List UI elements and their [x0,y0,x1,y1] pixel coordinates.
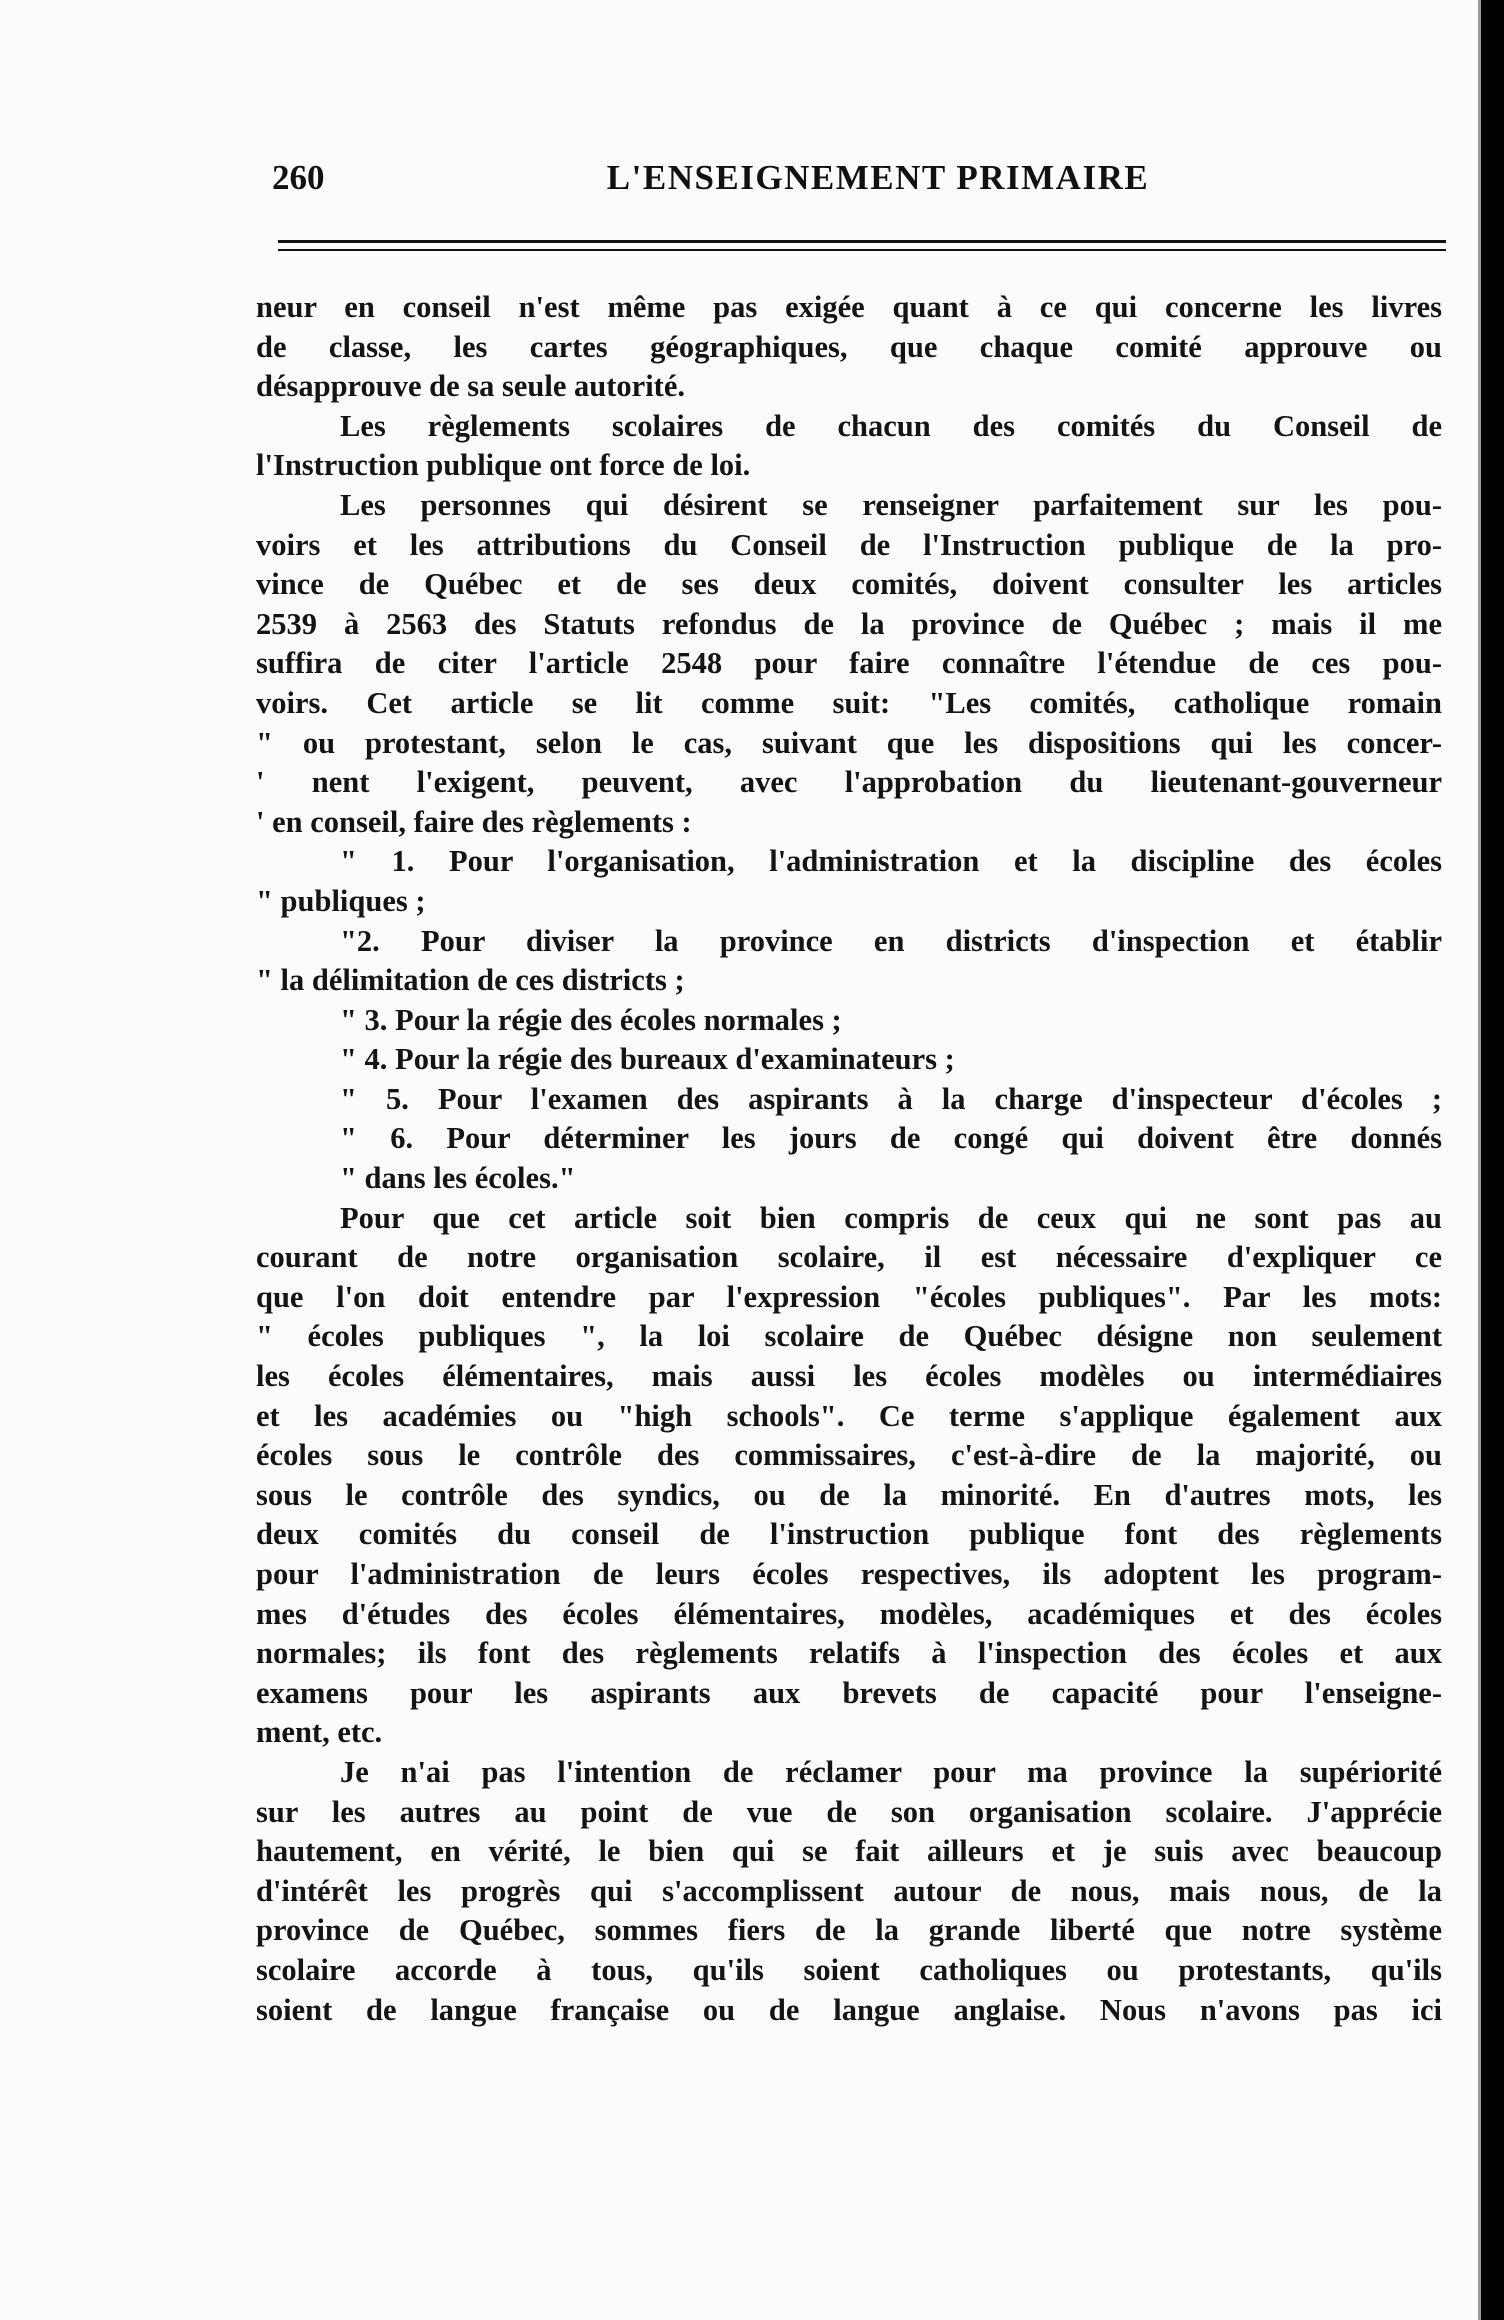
text-line: vince de Québec et de ses deux comités, doivent consulter les articles [256,567,1442,602]
text-line: " publiques ; [256,883,426,918]
page-number: 260 [272,158,325,197]
text-line: " 5. Pour l'examen des aspirants à la charge d'inspecteur d'écoles ; [340,1081,1442,1116]
text-line: deux comités du conseil de l'instruction publique font des règlements [256,1517,1442,1552]
text-line: l'Instruction publique ont force de loi. [256,448,751,483]
text-line: ment, etc. [256,1715,383,1750]
text-line: Les personnes qui désirent se renseigner parfaitement sur les pou- [340,487,1442,522]
text-line: que l'on doit entendre par l'expression "écoles publiques". Par les mots: [256,1279,1442,1314]
text-line: neur en conseil n'est même pas exigée quant à ce qui concerne les livres [256,290,1442,324]
text-line: courant de notre organisation scolaire, il est nécessaire d'expliquer ce [256,1240,1442,1275]
text-line: et les académies ou "high schools". Ce terme s'applique également aux [256,1398,1442,1433]
text-line: hautement, en vérité, le bien qui se fait ailleurs et je suis avec beaucoup [256,1834,1442,1869]
text-line: " 1. Pour l'organisation, l'administration et la discipline des écoles [340,844,1442,879]
text-line: province de Québec, sommes fiers de la grande liberté que notre système [256,1913,1442,1948]
text-line: soient de langue française ou de langue anglaise. Nous n'avons pas ici [256,1992,1442,2027]
header-rule-bottom [278,249,1446,251]
text-line: " 3. Pour la régie des écoles normales ; [340,1002,842,1037]
text-line: examens pour les aspirants aux brevets de capacité pour l'enseigne- [256,1675,1442,1710]
text-line: les écoles élémentaires, mais aussi les écoles modèles ou intermédiaires [256,1359,1442,1394]
text-line: scolaire accorde à tous, qu'ils soient catholiques ou protestants, qu'ils [256,1952,1442,1987]
text-line: " écoles publiques ", la loi scolaire de Québec désigne non seulement [256,1319,1442,1354]
running-title: L'ENSEIGNEMENT PRIMAIRE [606,158,1150,197]
text-line: ' nent l'exigent, peuvent, avec l'approbation du lieutenant-gouverneur [256,765,1442,800]
page-edge [1478,0,1481,2320]
text-line: " 6. Pour déterminer les jours de congé qui doivent être donnés [340,1121,1442,1156]
text-line: Pour que cet article soit bien compris de ceux qui ne sont pas au [340,1200,1442,1235]
body-text [256,288,1442,2030]
text-line: suffira de citer l'article 2548 pour faire connaître l'étendue de ces pou- [256,646,1442,681]
text-line: " 4. Pour la régie des bureaux d'examinateurs ; [340,1042,955,1077]
text-line: mes d'études des écoles élémentaires, modèles, académiques et des écoles [256,1596,1442,1631]
text-line: " ou protestant, selon le cas, suivant que les dispositions qui les concer- [256,725,1442,760]
text-line: désapprouve de sa seule autorité. [256,369,685,404]
text-line: ' en conseil, faire des règlements : [256,804,692,839]
text-line: Les règlements scolaires de chacun des comités du Conseil de [340,408,1442,443]
text-line: sous le contrôle des syndics, ou de la minorité. En d'autres mots, les [256,1477,1442,1512]
text-line: voirs. Cet article se lit comme suit: "Les comités, catholique romain [256,685,1442,720]
header-rule-top [278,240,1446,243]
page-header [272,158,1424,210]
text-line: normales; ils font des règlements relatifs à l'inspection des écoles et aux [256,1636,1442,1671]
text-line: de classe, les cartes géographiques, que chaque comité approuve ou [256,329,1442,364]
text-line: "2. Pour diviser la province en districts d'inspection et établir [340,923,1442,958]
text-line: " la délimitation de ces districts ; [256,963,685,998]
text-line: d'intérêt les progrès qui s'accomplissent autour de nous, mais nous, de la [256,1873,1442,1908]
text-line: Je n'ai pas l'intention de réclamer pour ma province la supériorité [340,1754,1442,1789]
text-line: sur les autres au point de vue de son organisation scolaire. J'apprécie [256,1794,1442,1829]
text-line: 2539 à 2563 des Statuts refondus de la province de Québec ; mais il me [256,606,1442,641]
text-line: voirs et les attributions du Conseil de l'Instruction publique de la pro- [256,527,1442,562]
text-line: écoles sous le contrôle des commissaires, c'est-à-dire de la majorité, ou [256,1438,1442,1473]
text-line: pour l'administration de leurs écoles respectives, ils adoptent les program- [256,1557,1442,1591]
text-line: " dans les écoles." [340,1161,576,1196]
